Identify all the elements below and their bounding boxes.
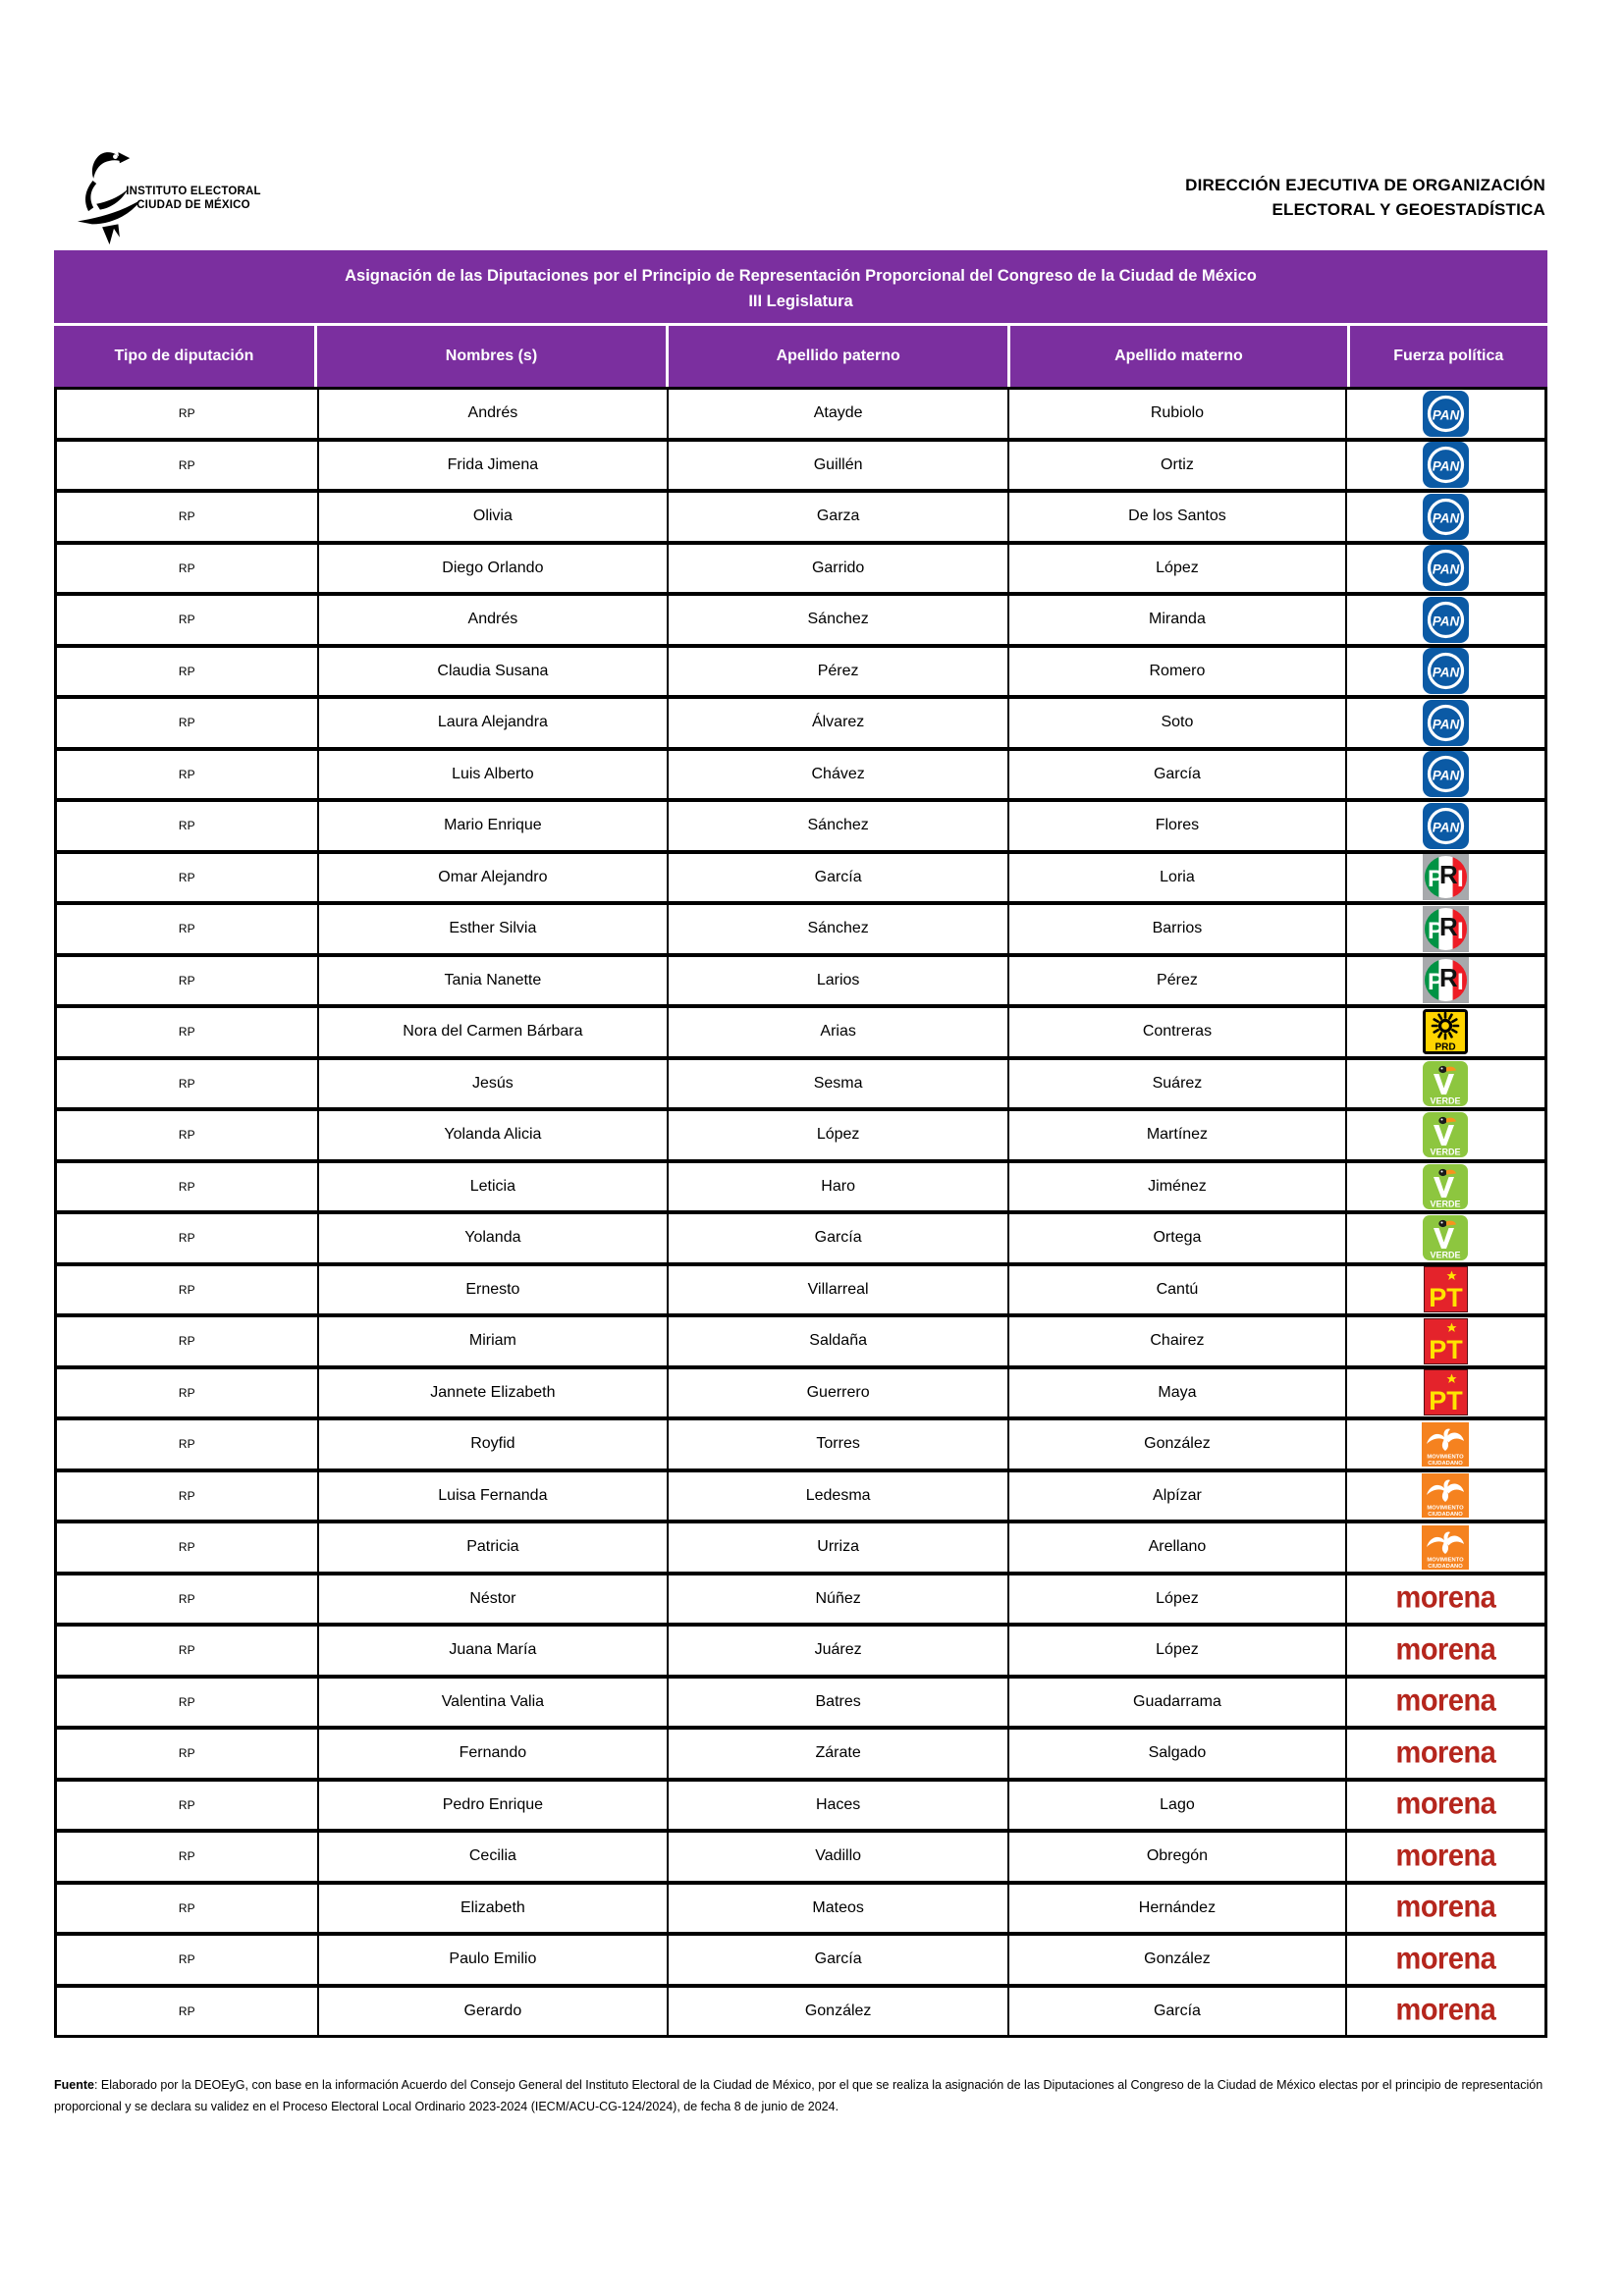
verde-logo-icon bbox=[1423, 1215, 1468, 1260]
cell-apellido-paterno: Sánchez bbox=[669, 596, 1007, 644]
cell-apellido-materno: Romero bbox=[1009, 648, 1345, 696]
svg-text:PAN: PAN bbox=[1432, 561, 1460, 577]
svg-text:PRD: PRD bbox=[1435, 1041, 1456, 1053]
cell-apellido-paterno: Mateos bbox=[669, 1885, 1007, 1933]
morena-logo: morena bbox=[1395, 1580, 1496, 1616]
column-header-tipo-diputacion: Tipo de diputación bbox=[54, 326, 314, 387]
cell-nombres: Andrés bbox=[319, 390, 668, 438]
svg-text:VERDE: VERDE bbox=[1430, 1095, 1461, 1106]
pan-logo-icon bbox=[1423, 597, 1469, 643]
cell-tipo-diputacion: RP bbox=[57, 751, 317, 799]
cell-tipo-diputacion: RP bbox=[57, 545, 317, 593]
cell-tipo-diputacion: RP bbox=[57, 493, 317, 541]
cell-fuerza-politica bbox=[1347, 493, 1544, 541]
svg-text:CIUDADANO: CIUDADANO bbox=[1428, 1512, 1464, 1519]
cell-tipo-diputacion: RP bbox=[57, 1472, 317, 1521]
movimiento-ciudadano-logo-icon bbox=[1422, 1422, 1469, 1467]
cell-nombres: Ernesto bbox=[319, 1266, 668, 1314]
cell-apellido-paterno: Garrido bbox=[669, 545, 1007, 593]
footer-note-text: : Elaborado por la DEOEyG, con base en la información Acuerdo del Consejo General del Instituto Electoral de la Ciudad de México, por el que se realiza la asignación de las Diputaciones al Congreso de la Ciudad de México electas por el principio de representación proporcional y se declara su validez en el Proceso Electoral Local Ordinario 2023-2024 (IECM/ACU-CG-124/2024), de fecha 8 de junio de 2024. bbox=[54, 2077, 1543, 2113]
cell-apellido-materno: Maya bbox=[1009, 1369, 1345, 1417]
pan-logo-icon bbox=[1423, 391, 1469, 437]
pan-logo-icon bbox=[1423, 545, 1469, 591]
iecm-logo-text bbox=[120, 185, 267, 212]
cell-fuerza-politica bbox=[1347, 905, 1544, 953]
cell-tipo-diputacion: RP bbox=[57, 1214, 317, 1262]
cell-fuerza-politica bbox=[1347, 1266, 1544, 1314]
svg-text:MOVIMIENTO: MOVIMIENTO bbox=[1427, 1505, 1465, 1512]
cell-apellido-paterno: Chávez bbox=[669, 751, 1007, 799]
cell-tipo-diputacion: RP bbox=[57, 1420, 317, 1468]
cell-nombres: Fernando bbox=[319, 1730, 668, 1778]
svg-text:R: R bbox=[1438, 860, 1458, 890]
cell-nombres: Esther Silvia bbox=[319, 905, 668, 953]
cell-nombres: Mario Enrique bbox=[319, 802, 668, 850]
cell-nombres: Omar Alejandro bbox=[319, 854, 668, 902]
cell-fuerza-politica bbox=[1347, 1163, 1544, 1211]
svg-text:VERDE: VERDE bbox=[1430, 1250, 1461, 1260]
cell-tipo-diputacion: RP bbox=[57, 1833, 317, 1881]
cell-nombres: Pedro Enrique bbox=[319, 1782, 668, 1830]
pan-logo-icon bbox=[1423, 803, 1469, 849]
cell-tipo-diputacion: RP bbox=[57, 854, 317, 902]
cell-fuerza-politica bbox=[1347, 751, 1544, 799]
cell-tipo-diputacion: RP bbox=[57, 1988, 317, 2036]
cell-fuerza-politica bbox=[1347, 1111, 1544, 1159]
cell-apellido-materno: López bbox=[1009, 545, 1345, 593]
cell-nombres: Frida Jimena bbox=[319, 442, 668, 490]
cell-fuerza-politica bbox=[1347, 596, 1544, 644]
cell-tipo-diputacion: RP bbox=[57, 1885, 317, 1933]
cell-apellido-materno: Lago bbox=[1009, 1782, 1345, 1830]
cell-apellido-materno: Alpízar bbox=[1009, 1472, 1345, 1521]
iecm-logo-line1: INSTITUTO ELECTORAL bbox=[126, 186, 261, 197]
svg-text:PAN: PAN bbox=[1432, 665, 1460, 680]
cell-fuerza-politica bbox=[1347, 802, 1544, 850]
column-header-fuerza-politica: Fuerza política bbox=[1350, 326, 1547, 387]
cell-apellido-paterno: Saldaña bbox=[669, 1317, 1007, 1365]
cell-nombres: Elizabeth bbox=[319, 1885, 668, 1933]
cell-fuerza-politica bbox=[1347, 545, 1544, 593]
svg-text:CIUDADANO: CIUDADANO bbox=[1428, 1563, 1464, 1570]
pan-logo-icon bbox=[1423, 751, 1469, 797]
cell-nombres: Jannete Elizabeth bbox=[319, 1369, 668, 1417]
svg-text:R: R bbox=[1438, 963, 1458, 993]
cell-tipo-diputacion: RP bbox=[57, 1369, 317, 1417]
cell-fuerza-politica bbox=[1347, 1420, 1544, 1468]
cell-apellido-materno: González bbox=[1009, 1420, 1345, 1468]
pt-logo-icon bbox=[1424, 1266, 1468, 1312]
cell-fuerza-politica bbox=[1347, 1885, 1544, 1933]
morena-logo: morena bbox=[1395, 1787, 1496, 1822]
cell-fuerza-politica bbox=[1347, 648, 1544, 696]
cell-fuerza-politica bbox=[1347, 854, 1544, 902]
cell-apellido-paterno: Garza bbox=[669, 493, 1007, 541]
cell-apellido-paterno: Juárez bbox=[669, 1627, 1007, 1675]
verde-logo-icon bbox=[1423, 1164, 1468, 1209]
cell-nombres: Laura Alejandra bbox=[319, 699, 668, 747]
cell-tipo-diputacion: RP bbox=[57, 802, 317, 850]
cell-apellido-materno: Ortega bbox=[1009, 1214, 1345, 1262]
svg-text:PAN: PAN bbox=[1432, 510, 1460, 526]
iecm-logo-line2: CIUDAD DE MÉXICO bbox=[136, 199, 250, 211]
cell-tipo-diputacion: RP bbox=[57, 1111, 317, 1159]
cell-fuerza-politica bbox=[1347, 1833, 1544, 1881]
cell-nombres: Cecilia bbox=[319, 1833, 668, 1881]
assignment-table bbox=[54, 250, 1547, 2038]
cell-apellido-materno: Miranda bbox=[1009, 596, 1345, 644]
cell-nombres: Yolanda Alicia bbox=[319, 1111, 668, 1159]
pan-logo-icon bbox=[1423, 494, 1469, 540]
table-title-line2: III Legislatura bbox=[748, 293, 853, 310]
cell-apellido-paterno: Haro bbox=[669, 1163, 1007, 1211]
cell-apellido-paterno: García bbox=[669, 854, 1007, 902]
svg-text:PAN: PAN bbox=[1432, 820, 1460, 835]
cell-apellido-paterno: Villarreal bbox=[669, 1266, 1007, 1314]
svg-text:R: R bbox=[1438, 911, 1458, 941]
pri-logo-icon bbox=[1423, 957, 1469, 1003]
cell-apellido-paterno: Torres bbox=[669, 1420, 1007, 1468]
pan-logo-icon bbox=[1423, 648, 1469, 694]
cell-apellido-materno: Suárez bbox=[1009, 1060, 1345, 1108]
cell-tipo-diputacion: RP bbox=[57, 1730, 317, 1778]
cell-nombres: Yolanda bbox=[319, 1214, 668, 1262]
table-body bbox=[54, 387, 1547, 2038]
cell-apellido-materno: Ortiz bbox=[1009, 442, 1345, 490]
cell-apellido-materno: Martínez bbox=[1009, 1111, 1345, 1159]
cell-nombres: Paulo Emilio bbox=[319, 1936, 668, 1984]
cell-tipo-diputacion: RP bbox=[57, 1317, 317, 1365]
svg-text:PAN: PAN bbox=[1432, 614, 1460, 629]
cell-apellido-paterno: Arias bbox=[669, 1008, 1007, 1056]
cell-apellido-paterno: Ledesma bbox=[669, 1472, 1007, 1521]
pan-logo-icon bbox=[1423, 442, 1469, 488]
cell-apellido-paterno: Guillén bbox=[669, 442, 1007, 490]
cell-tipo-diputacion: RP bbox=[57, 1060, 317, 1108]
cell-nombres: Leticia bbox=[319, 1163, 668, 1211]
cell-fuerza-politica bbox=[1347, 390, 1544, 438]
cell-apellido-paterno: Larios bbox=[669, 957, 1007, 1005]
cell-fuerza-politica bbox=[1347, 1008, 1544, 1056]
svg-text:PAN: PAN bbox=[1432, 407, 1460, 423]
cell-apellido-materno: Arellano bbox=[1009, 1523, 1345, 1572]
cell-nombres: Olivia bbox=[319, 493, 668, 541]
svg-text:PAN: PAN bbox=[1432, 717, 1460, 732]
footer-note-bold: Fuente bbox=[54, 2077, 94, 2092]
cell-tipo-diputacion: RP bbox=[57, 1936, 317, 1984]
column-header-apellido-materno: Apellido materno bbox=[1010, 326, 1346, 387]
cell-fuerza-politica bbox=[1347, 1472, 1544, 1521]
morena-logo: morena bbox=[1395, 1683, 1496, 1719]
cell-apellido-paterno: Álvarez bbox=[669, 699, 1007, 747]
cell-nombres: Luis Alberto bbox=[319, 751, 668, 799]
svg-text:CIUDADANO: CIUDADANO bbox=[1428, 1460, 1464, 1467]
header-right-title bbox=[1185, 173, 1545, 222]
cell-apellido-materno: Chairez bbox=[1009, 1317, 1345, 1365]
morena-logo: morena bbox=[1395, 1839, 1496, 1873]
cell-apellido-paterno: Guerrero bbox=[669, 1369, 1007, 1417]
svg-text:PT: PT bbox=[1429, 1283, 1463, 1313]
cell-nombres: Tania Nanette bbox=[319, 957, 668, 1005]
cell-tipo-diputacion: RP bbox=[57, 1008, 317, 1056]
cell-tipo-diputacion: RP bbox=[57, 699, 317, 747]
iecm-logo bbox=[75, 145, 330, 263]
verde-logo-icon bbox=[1423, 1061, 1468, 1106]
cell-fuerza-politica bbox=[1347, 1679, 1544, 1727]
svg-text:PAN: PAN bbox=[1432, 768, 1460, 783]
pan-logo-icon bbox=[1423, 700, 1469, 746]
cell-tipo-diputacion: RP bbox=[57, 1627, 317, 1675]
movimiento-ciudadano-logo-icon bbox=[1422, 1473, 1469, 1518]
svg-text:PT: PT bbox=[1429, 1334, 1463, 1364]
cell-apellido-paterno: García bbox=[669, 1214, 1007, 1262]
cell-tipo-diputacion: RP bbox=[57, 1523, 317, 1572]
cell-tipo-diputacion: RP bbox=[57, 1266, 317, 1314]
morena-logo: morena bbox=[1395, 1632, 1496, 1667]
cell-fuerza-politica bbox=[1347, 1988, 1544, 2036]
verde-logo-icon bbox=[1423, 1112, 1468, 1157]
cell-apellido-materno: Jiménez bbox=[1009, 1163, 1345, 1211]
pt-logo-icon bbox=[1424, 1369, 1468, 1415]
cell-fuerza-politica bbox=[1347, 1782, 1544, 1830]
morena-logo: morena bbox=[1395, 1993, 1496, 2028]
cell-apellido-paterno: Zárate bbox=[669, 1730, 1007, 1778]
cell-apellido-paterno: Pérez bbox=[669, 648, 1007, 696]
pt-logo-icon bbox=[1424, 1318, 1468, 1364]
cell-fuerza-politica bbox=[1347, 442, 1544, 490]
cell-tipo-diputacion: RP bbox=[57, 1782, 317, 1830]
cell-nombres: Patricia bbox=[319, 1523, 668, 1572]
cell-nombres: Royfid bbox=[319, 1420, 668, 1468]
cell-fuerza-politica bbox=[1347, 1627, 1544, 1675]
cell-apellido-materno: Rubiolo bbox=[1009, 390, 1345, 438]
svg-text:MOVIMIENTO: MOVIMIENTO bbox=[1427, 1454, 1465, 1461]
header-right-line2: ELECTORAL Y GEOESTADÍSTICA bbox=[1272, 200, 1545, 219]
cell-apellido-materno: López bbox=[1009, 1627, 1345, 1675]
svg-text:VERDE: VERDE bbox=[1430, 1147, 1461, 1157]
cell-apellido-paterno: Sánchez bbox=[669, 802, 1007, 850]
cell-apellido-paterno: García bbox=[669, 1936, 1007, 1984]
cell-nombres: Miriam bbox=[319, 1317, 668, 1365]
cell-apellido-paterno: Núñez bbox=[669, 1575, 1007, 1624]
cell-apellido-materno: Hernández bbox=[1009, 1885, 1345, 1933]
cell-apellido-materno: Salgado bbox=[1009, 1730, 1345, 1778]
cell-tipo-diputacion: RP bbox=[57, 596, 317, 644]
cell-nombres: Andrés bbox=[319, 596, 668, 644]
column-header-nombres: Nombres (s) bbox=[317, 326, 666, 387]
svg-text:P: P bbox=[1427, 969, 1443, 996]
cell-apellido-materno: Soto bbox=[1009, 699, 1345, 747]
cell-apellido-materno: Obregón bbox=[1009, 1833, 1345, 1881]
pri-logo-icon bbox=[1423, 854, 1469, 900]
cell-apellido-materno: García bbox=[1009, 751, 1345, 799]
cell-apellido-paterno: Sesma bbox=[669, 1060, 1007, 1108]
svg-text:I: I bbox=[1456, 866, 1464, 893]
cell-fuerza-politica bbox=[1347, 1060, 1544, 1108]
header-right-line1: DIRECCIÓN EJECUTIVA DE ORGANIZACIÓN bbox=[1185, 176, 1545, 194]
cell-fuerza-politica bbox=[1347, 1575, 1544, 1624]
cell-nombres: Jesús bbox=[319, 1060, 668, 1108]
column-header-apellido-paterno: Apellido paterno bbox=[669, 326, 1007, 387]
table-title bbox=[54, 250, 1547, 323]
cell-apellido-paterno: González bbox=[669, 1988, 1007, 2036]
cell-nombres: Gerardo bbox=[319, 1988, 668, 2036]
cell-tipo-diputacion: RP bbox=[57, 957, 317, 1005]
cell-apellido-materno: Loria bbox=[1009, 854, 1345, 902]
cell-tipo-diputacion: RP bbox=[57, 442, 317, 490]
cell-apellido-paterno: Batres bbox=[669, 1679, 1007, 1727]
cell-apellido-materno: López bbox=[1009, 1575, 1345, 1624]
table-header-row bbox=[54, 326, 1547, 387]
cell-apellido-paterno: Haces bbox=[669, 1782, 1007, 1830]
cell-tipo-diputacion: RP bbox=[57, 648, 317, 696]
cell-apellido-paterno: Atayde bbox=[669, 390, 1007, 438]
cell-nombres: Nora del Carmen Bárbara bbox=[319, 1008, 668, 1056]
svg-text:P: P bbox=[1427, 917, 1443, 944]
cell-nombres: Juana María bbox=[319, 1627, 668, 1675]
cell-fuerza-politica bbox=[1347, 1369, 1544, 1417]
svg-text:PT: PT bbox=[1429, 1386, 1463, 1416]
cell-fuerza-politica bbox=[1347, 699, 1544, 747]
svg-text:MOVIMIENTO: MOVIMIENTO bbox=[1427, 1557, 1465, 1564]
pri-logo-icon bbox=[1423, 906, 1469, 952]
cell-apellido-paterno: Urriza bbox=[669, 1523, 1007, 1572]
cell-nombres: Diego Orlando bbox=[319, 545, 668, 593]
footer-note bbox=[54, 2074, 1546, 2117]
morena-logo: morena bbox=[1395, 1890, 1496, 1925]
cell-apellido-materno: Contreras bbox=[1009, 1008, 1345, 1056]
cell-fuerza-politica bbox=[1347, 1936, 1544, 1984]
svg-text:VERDE: VERDE bbox=[1430, 1199, 1461, 1209]
svg-text:I: I bbox=[1456, 969, 1464, 996]
cell-tipo-diputacion: RP bbox=[57, 1575, 317, 1624]
cell-apellido-materno: Barrios bbox=[1009, 905, 1345, 953]
prd-logo-icon bbox=[1423, 1009, 1468, 1054]
cell-tipo-diputacion: RP bbox=[57, 1163, 317, 1211]
cell-fuerza-politica bbox=[1347, 1523, 1544, 1572]
svg-text:P: P bbox=[1427, 866, 1443, 893]
morena-logo: morena bbox=[1395, 1735, 1496, 1770]
cell-fuerza-politica bbox=[1347, 1317, 1544, 1365]
cell-apellido-materno: Cantú bbox=[1009, 1266, 1345, 1314]
cell-apellido-materno: González bbox=[1009, 1936, 1345, 1984]
cell-apellido-paterno: Sánchez bbox=[669, 905, 1007, 953]
table-title-line1: Asignación de las Diputaciones por el Principio de Representación Proporcional del Congreso de la Ciudad de México bbox=[345, 267, 1257, 285]
cell-tipo-diputacion: RP bbox=[57, 1679, 317, 1727]
svg-text:I: I bbox=[1456, 917, 1464, 944]
cell-nombres: Luisa Fernanda bbox=[319, 1472, 668, 1521]
cell-apellido-materno: De los Santos bbox=[1009, 493, 1345, 541]
cell-apellido-paterno: Vadillo bbox=[669, 1833, 1007, 1881]
cell-apellido-paterno: López bbox=[669, 1111, 1007, 1159]
cell-apellido-materno: Guadarrama bbox=[1009, 1679, 1345, 1727]
cell-nombres: Valentina Valia bbox=[319, 1679, 668, 1727]
cell-fuerza-politica bbox=[1347, 1214, 1544, 1262]
cell-fuerza-politica bbox=[1347, 957, 1544, 1005]
cell-apellido-materno: Flores bbox=[1009, 802, 1345, 850]
cell-nombres: Néstor bbox=[319, 1575, 668, 1624]
cell-nombres: Claudia Susana bbox=[319, 648, 668, 696]
cell-apellido-materno: García bbox=[1009, 1988, 1345, 2036]
cell-tipo-diputacion: RP bbox=[57, 905, 317, 953]
cell-apellido-materno: Pérez bbox=[1009, 957, 1345, 1005]
svg-text:PAN: PAN bbox=[1432, 458, 1460, 474]
movimiento-ciudadano-logo-icon bbox=[1422, 1525, 1469, 1570]
morena-logo: morena bbox=[1395, 1942, 1496, 1976]
cell-tipo-diputacion: RP bbox=[57, 390, 317, 438]
cell-fuerza-politica bbox=[1347, 1730, 1544, 1778]
